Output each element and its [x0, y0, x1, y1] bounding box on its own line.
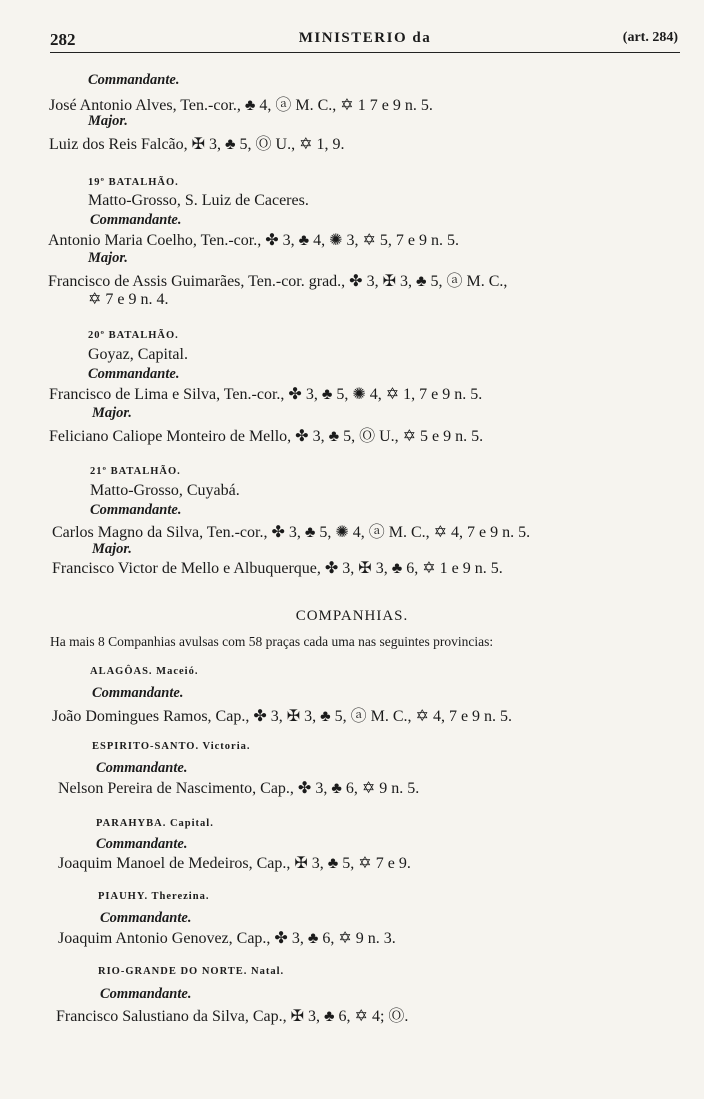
officer-entry: Francisco de Lima e Silva, Ten.-cor., ✤ 3, ♣ 5, ✺ 4, ✡ 1, 7 e 9 n. 5.: [49, 386, 483, 403]
page-header: [50, 30, 680, 53]
officer-entry: Joaquim Manoel de Medeiros, Cap., ✠ 3, ♣ 5, ✡ 7 e 9.: [58, 855, 411, 872]
role-label: Commandante.: [90, 502, 182, 518]
role-label: Major.: [92, 405, 132, 421]
battalion-heading: 20º BATALHÃO.: [88, 330, 179, 341]
location: Matto-Grosso, Cuyabá.: [90, 482, 240, 499]
article-reference: (art. 284): [622, 30, 678, 45]
officer-entry: Nelson Pereira de Nascimento, Cap., ✤ 3, ♣ 6, ✡ 9 n. 5.: [58, 780, 420, 797]
role-label: Commandante.: [88, 366, 180, 382]
page-number: 282: [50, 30, 76, 49]
section-intro: Ha mais 8 Companhias avulsas com 58 praças cada uma nas seguintes provincias:: [50, 634, 494, 649]
location: Goyaz, Capital.: [88, 346, 188, 363]
battalion-heading: 19º BATALHÃO.: [88, 177, 179, 188]
officer-entry: Francisco Victor de Mello e Albuquerque, ✤ 3, ✠ 3, ♣ 6, ✡ 1 e 9 n. 5.: [52, 560, 503, 577]
role-label: Commandante.: [92, 685, 184, 701]
officer-entry: Antonio Maria Coelho, Ten.-cor., ✤ 3, ♣ 4, ✺ 3, ✡ 5, 7 e 9 n. 5.: [48, 232, 460, 249]
officer-entry: Feliciano Caliope Monteiro de Mello, ✤ 3, ♣ 5, Ⓞ U., ✡ 5 e 9 n. 5.: [49, 428, 484, 445]
role-label: Commandante.: [96, 760, 188, 776]
role-label: Commandante.: [88, 72, 180, 88]
location: Matto-Grosso, S. Luiz de Caceres.: [88, 192, 309, 209]
officer-entry: Joaquim Antonio Genovez, Cap., ✤ 3, ♣ 6, ✡ 9 n. 3.: [58, 930, 396, 947]
officer-entry: João Domingues Ramos, Cap., ✤ 3, ✠ 3, ♣ 5, ⓐ M. C., ✡ 4, 7 e 9 n. 5.: [52, 708, 513, 725]
role-label: Commandante.: [96, 836, 188, 852]
province-heading: PIAUHY. Therezina.: [98, 891, 210, 902]
officer-entry: José Antonio Alves, Ten.-cor., ♣ 4, ⓐ M. C., ✡ 1 7 e 9 n. 5.: [49, 97, 433, 114]
role-label: Major.: [88, 113, 128, 129]
province-heading: ESPIRITO-SANTO. Victoria.: [92, 741, 251, 752]
section-heading: COMPANHIAS.: [295, 608, 409, 624]
role-label: Commandante.: [100, 910, 192, 926]
role-label: Commandante.: [90, 212, 182, 228]
running-title: MINISTERIO da: [298, 30, 432, 46]
province-heading: ALAGÔAS. Maceió.: [90, 666, 199, 677]
role-label: Commandante.: [100, 986, 192, 1002]
province-heading: PARAHYBA. Capital.: [96, 818, 214, 829]
officer-entry: Carlos Magno da Silva, Ten.-cor., ✤ 3, ♣ 5, ✺ 4, ⓐ M. C., ✡ 4, 7 e 9 n. 5.: [52, 524, 531, 541]
officer-entry: Francisco Salustiano da Silva, Cap., ✠ 3, ♣ 6, ✡ 4; Ⓞ.: [56, 1008, 409, 1025]
officer-entry: Francisco de Assis Guimarães, Ten.-cor. grad., ✤ 3, ✠ 3, ♣ 5, ⓐ M. C.,: [48, 273, 508, 290]
officer-entry-continuation: ✡ 7 e 9 n. 4.: [88, 291, 169, 308]
province-heading: RIO-GRANDE DO NORTE. Natal.: [98, 966, 285, 977]
battalion-heading: 21º BATALHÃO.: [90, 466, 181, 477]
officer-entry: Luiz dos Reis Falcão, ✠ 3, ♣ 5, Ⓞ U., ✡ 1, 9.: [49, 136, 345, 153]
role-label: Major.: [92, 541, 132, 557]
role-label: Major.: [88, 250, 128, 266]
